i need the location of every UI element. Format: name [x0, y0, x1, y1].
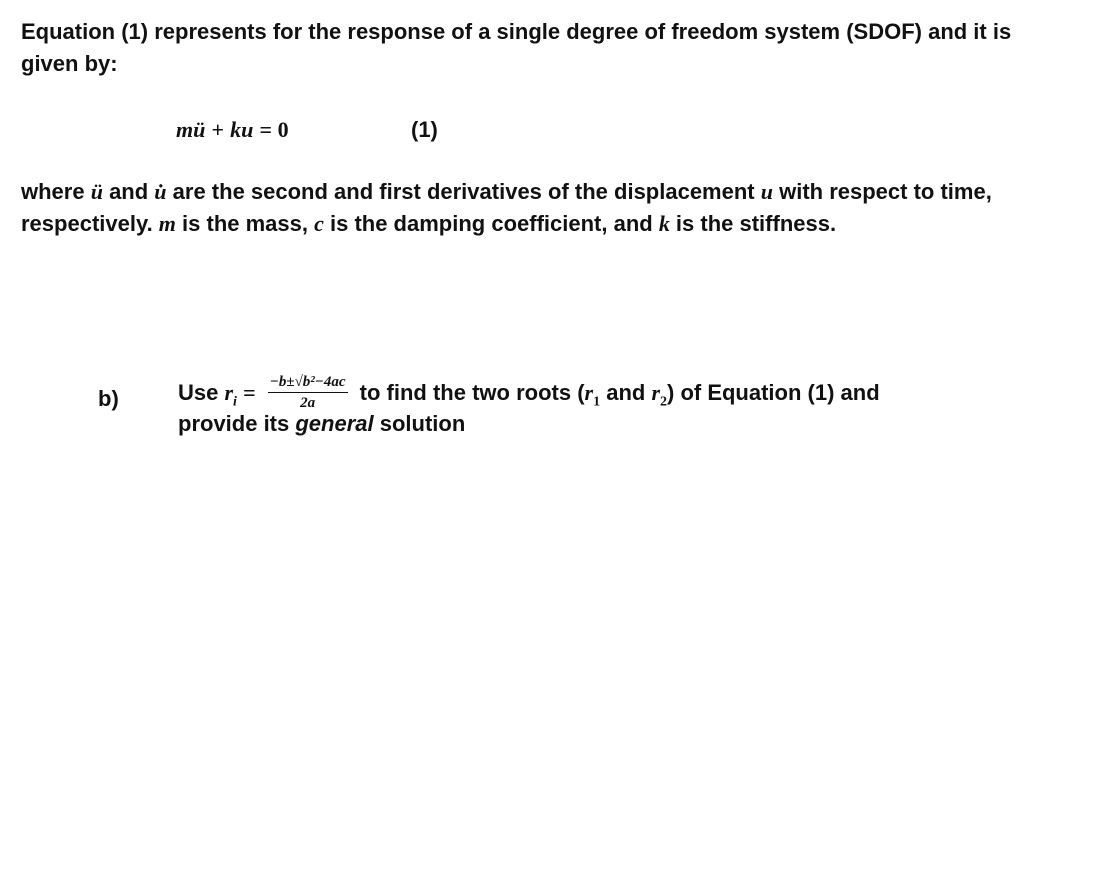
text-span: to find the two roots ( — [359, 380, 585, 405]
eq-ku: ku — [230, 117, 254, 142]
eq-equals-zero: = 0 — [259, 117, 289, 142]
text-span: ) of Equation (1) and — [667, 380, 880, 405]
sub-i: i — [233, 394, 237, 410]
var-u: u — [760, 179, 773, 204]
text-span: where — [21, 179, 91, 204]
fraction-denominator: 2a — [300, 394, 316, 411]
sub-2: 2 — [660, 394, 667, 410]
where-line-2 — [21, 208, 1081, 240]
text-span: is the mass, — [175, 211, 315, 236]
text-span: Use — [178, 380, 225, 405]
text-span: and — [102, 179, 155, 204]
text-span: provide its — [178, 411, 296, 436]
var-c: c — [314, 211, 324, 236]
intro-paragraph — [21, 16, 1081, 80]
text-span: with respect to time, — [772, 179, 992, 204]
eq-plus: + — [211, 117, 225, 142]
fraction-numerator: −b±√b²−4ac — [268, 372, 348, 393]
equals-sign: = — [243, 380, 256, 405]
where-paragraph — [21, 176, 1081, 240]
text-span: solution — [373, 411, 466, 436]
var-r1: r — [584, 380, 594, 405]
text-span: and — [600, 380, 652, 405]
text-span: is the stiffness. — [669, 211, 837, 236]
equation-number: (1) — [411, 117, 438, 142]
quadratic-formula-fraction — [268, 372, 348, 413]
intro-line-1: Equation (1) represents for the response of a single degree of freedom system (SDOF) and it is — [21, 19, 1012, 44]
sub-1: 1 — [593, 394, 601, 410]
intro-line-2: given by: — [21, 51, 118, 76]
var-r2: r — [651, 380, 660, 405]
text-span: respectively. — [21, 211, 159, 236]
text-span: is the damping coefficient, and — [323, 211, 659, 236]
var-k: k — [658, 211, 670, 236]
general-word: general — [295, 411, 374, 436]
text-span: are the second and first derivatives of the displacement — [166, 179, 761, 204]
question-label: b) — [98, 386, 119, 411]
var-r: r — [224, 380, 234, 405]
u-dot: u̇ — [154, 179, 167, 204]
equation-1 — [176, 114, 289, 146]
u-double-dot: ü — [90, 179, 103, 204]
eq-m: m — [176, 117, 194, 142]
question-b — [178, 370, 1058, 440]
var-m: m — [158, 211, 176, 236]
where-line-1 — [21, 176, 1081, 208]
eq-u-double-dot: ü — [193, 117, 206, 142]
